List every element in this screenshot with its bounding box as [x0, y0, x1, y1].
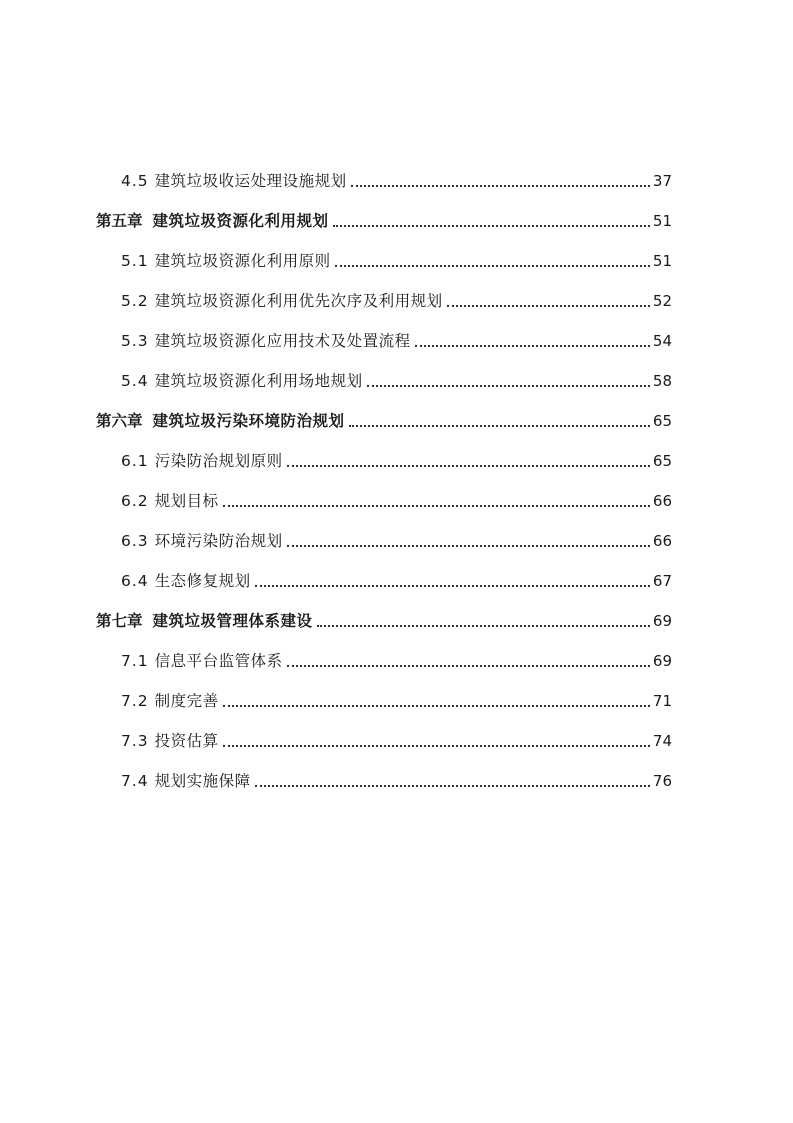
toc-chapter-number: 第五章 — [96, 212, 143, 230]
dot-leader — [367, 385, 650, 387]
toc-entry-title: 生态修复规划 — [154, 572, 251, 590]
toc-entry-number: 6.3 — [121, 532, 155, 550]
dot-leader — [287, 665, 650, 667]
toc-entry-6-2[interactable] — [0, 481, 793, 521]
toc-chapter-7[interactable] — [0, 601, 793, 641]
dot-leader — [333, 225, 650, 227]
dot-leader — [335, 265, 650, 267]
toc-entry-6-3[interactable] — [0, 521, 793, 561]
toc-entry-7-3[interactable] — [0, 721, 793, 761]
toc-entry-number: 5.3 — [121, 332, 155, 350]
toc-entry-title: 建筑垃圾资源化利用原则 — [154, 252, 331, 270]
dot-leader — [447, 305, 650, 307]
dot-leader — [223, 505, 650, 507]
dot-leader — [255, 585, 650, 587]
toc-entry-title: 投资估算 — [154, 732, 219, 750]
toc-entry-number: 7.4 — [121, 772, 155, 790]
dot-leader — [351, 185, 650, 187]
toc-entry-number: 7.2 — [121, 692, 155, 710]
dot-leader — [317, 625, 650, 627]
toc-entry-number: 7.3 — [121, 732, 155, 750]
toc-entry-page-number: 66 — [652, 532, 672, 550]
toc-chapter-title: 建筑垃圾污染环境防治规划 — [152, 412, 345, 430]
toc-chapter-page-number: 51 — [652, 212, 672, 230]
toc-entry-5-4[interactable] — [0, 361, 793, 401]
dot-leader — [287, 545, 650, 547]
toc-entry-page-number: 54 — [652, 332, 672, 350]
toc-entry-number: 5.1 — [121, 252, 155, 270]
toc-entry-number: 6.1 — [121, 452, 155, 470]
toc-entry-title: 环境污染防治规划 — [154, 532, 283, 550]
toc-entry-page-number: 52 — [652, 292, 672, 310]
toc-entry-title: 制度完善 — [154, 692, 219, 710]
toc-entry-7-2[interactable] — [0, 681, 793, 721]
toc-entry-6-4[interactable] — [0, 561, 793, 601]
toc-entry-page-number: 74 — [652, 732, 672, 750]
toc-entry-5-1[interactable] — [0, 241, 793, 281]
dot-leader — [223, 705, 650, 707]
toc-chapter-number: 第七章 — [96, 612, 143, 630]
toc-entry-number: 5.4 — [121, 372, 155, 390]
toc-entry-number: 4.5 — [121, 172, 155, 190]
toc-entry-title: 建筑垃圾资源化利用优先次序及利用规划 — [154, 292, 443, 310]
toc-chapter-title: 建筑垃圾资源化利用规划 — [152, 212, 329, 230]
toc-entry-page-number: 58 — [652, 372, 672, 390]
toc-chapter-page-number: 65 — [652, 412, 672, 430]
toc-entry-page-number: 51 — [652, 252, 672, 270]
toc-chapter-number: 第六章 — [96, 412, 143, 430]
dot-leader — [415, 345, 650, 347]
toc-entry-title: 建筑垃圾资源化利用场地规划 — [154, 372, 363, 390]
dot-leader — [255, 785, 650, 787]
toc-entry-5-3[interactable] — [0, 321, 793, 361]
toc-entry-page-number: 69 — [652, 652, 672, 670]
toc-entry-number: 6.4 — [121, 572, 155, 590]
toc-entry-title: 建筑垃圾收运处理设施规划 — [154, 172, 347, 190]
toc-chapter-title: 建筑垃圾管理体系建设 — [152, 612, 313, 630]
table-of-contents — [0, 161, 793, 801]
toc-entry-5-2[interactable] — [0, 281, 793, 321]
toc-entry-page-number: 71 — [652, 692, 672, 710]
dot-leader — [349, 425, 650, 427]
dot-leader — [287, 465, 650, 467]
toc-entry-number: 7.1 — [121, 652, 155, 670]
toc-chapter-6[interactable] — [0, 401, 793, 441]
toc-entry-page-number: 76 — [652, 772, 672, 790]
toc-entry-page-number: 67 — [652, 572, 672, 590]
toc-entry-title: 污染防治规划原则 — [154, 452, 283, 470]
toc-entry-title: 建筑垃圾资源化应用技术及处置流程 — [154, 332, 411, 350]
toc-entry-title: 信息平台监管体系 — [154, 652, 283, 670]
toc-entry-4-5[interactable] — [0, 161, 793, 201]
toc-entry-6-1[interactable] — [0, 441, 793, 481]
toc-entry-7-4[interactable] — [0, 761, 793, 801]
toc-chapter-5[interactable] — [0, 201, 793, 241]
toc-entry-7-1[interactable] — [0, 641, 793, 681]
toc-entry-title: 规划目标 — [154, 492, 219, 510]
toc-entry-number: 5.2 — [121, 292, 155, 310]
toc-entry-page-number: 37 — [652, 172, 672, 190]
dot-leader — [223, 745, 650, 747]
toc-entry-page-number: 65 — [652, 452, 672, 470]
toc-entry-number: 6.2 — [121, 492, 155, 510]
toc-entry-page-number: 66 — [652, 492, 672, 510]
toc-entry-title: 规划实施保障 — [154, 772, 251, 790]
toc-chapter-page-number: 69 — [652, 612, 672, 630]
